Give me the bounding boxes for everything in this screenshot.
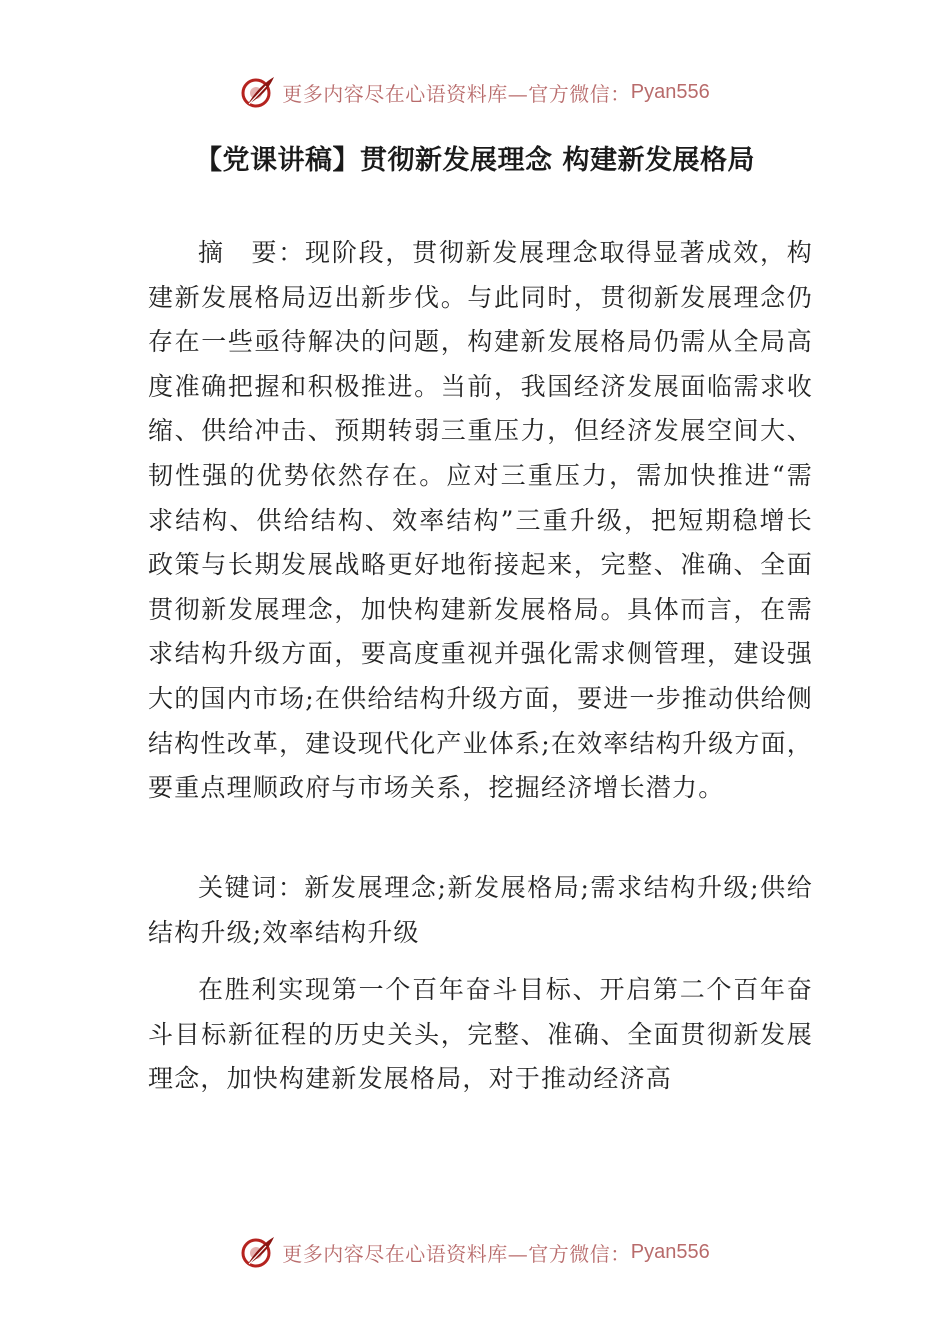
document-title: 【党课讲稿】贯彻新发展理念 构建新发展格局	[195, 145, 755, 176]
abstract-paragraph: 摘 要：现阶段，贯彻新发展理念取得显著成效，构建新发展格局迈出新步伐。与此同时，贯彻新发展理念仍存在一些亟待解决的问题，构建新发展格局仍需从全局高度准确把握和积极推进。当前，我国经济发展面临需求收缩、供给冲击、预期转弱三重压力，但经济发展空间大、韧性强的优势依然存在。应对三重压力，需加快推进“需求结构、供给结构、效率结构”三重升级，把短期稳增长政策与长期发展战略更好地衔接起来，完整、准确、全面贯彻新发展理念，加快构建新发展格局。具体而言，在需求结构升级方面，要高度重视并强化需求侧管理，建设强大的国内市场;在供给结构升级方面，要进一步推动供给侧结构性改革，建设现代化产业体系;在效率结构升级方面，要重点理顺政府与市场关系，挖掘经济增长潜力。	[148, 238, 813, 803]
banner-text: 更多内容尽在心语资料库—官方微信：	[282, 1241, 631, 1266]
quill-logo-icon	[240, 1234, 276, 1270]
header-banner	[0, 70, 950, 114]
intro-paragraph: 在胜利实现第一个百年奋斗目标、开启第二个百年奋斗目标新征程的历史关头，完整、准确、全面贯彻新发展理念，加快构建新发展格局，对于推动经济高	[148, 975, 813, 1094]
banner-text: 更多内容尽在心语资料库—官方微信：	[282, 81, 631, 106]
footer-banner	[0, 1230, 950, 1274]
keywords-paragraph: 关键词：新发展理念;新发展格局;需求结构升级;供给结构升级;效率结构升级	[148, 873, 813, 947]
wechat-handle: Pyan556	[630, 1240, 710, 1263]
quill-logo-icon	[240, 74, 276, 110]
wechat-handle: Pyan556	[630, 80, 710, 103]
